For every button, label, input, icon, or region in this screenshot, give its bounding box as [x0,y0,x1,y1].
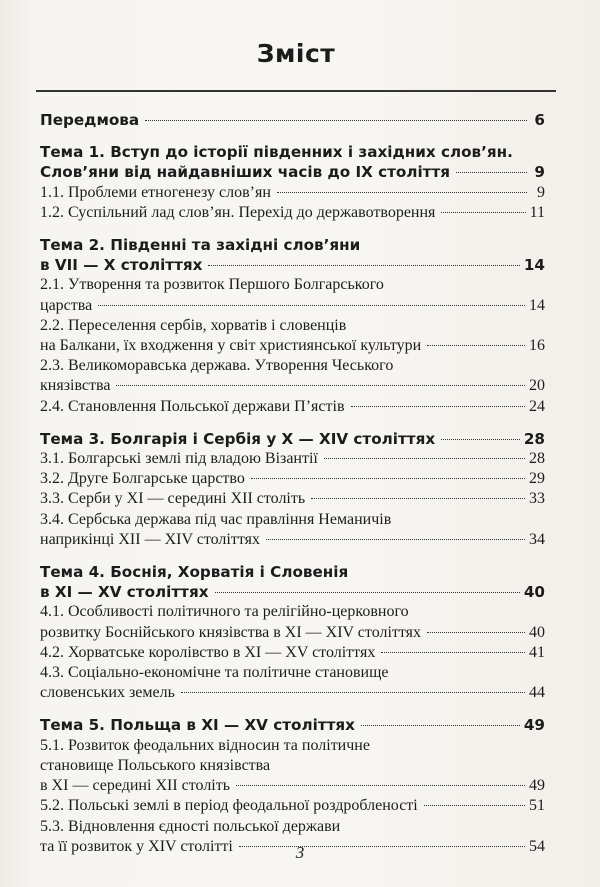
toc-entry-preface [40,110,545,130]
toc-page-number: 14 [529,296,545,314]
dot-leader [424,805,525,806]
toc-item: 2.4. Становлення Польської держави П’ястів 24 [40,397,545,417]
topic-title-last-line: Слов’яни від найдавніших часів до IX століття 9 [40,163,545,182]
topic-title-last-line: в XI — XV століттях 40 [40,583,545,602]
topic-title-last-line: Тема 3. Болгарія і Сербія у X — XIV століттях 28 [40,429,545,448]
topic-title-last-line: в VII — X століттях 14 [40,256,545,275]
toc-page-number: 9 [537,183,545,201]
title-divider [36,90,556,92]
dot-leader [145,120,527,121]
toc-item: в XI — середині XII століть 49 [40,776,545,796]
toc-item: 5.2. Польські землі в період феодальної роздробленості 51 [40,796,545,816]
toc-item: на Балкани, їх входження у світ християнської культури 16 [40,336,545,356]
topic-title-line: Тема 2. Південні та західні слов’яни [40,236,361,255]
toc-page-number: 51 [529,797,545,815]
toc-topic-2 [40,235,545,417]
toc-item: 3.1. Болгарські землі під владою Візантії 28 [40,449,545,469]
dot-leader [351,406,525,407]
toc-item: 3.2. Друге Болгарське царство 29 [40,469,545,489]
toc-page-number: 28 [529,450,545,468]
toc-page-number: 49 [523,716,545,735]
toc-page-number: 6 [534,111,545,129]
dot-leader [251,478,525,479]
toc-item-line: 3.4. Сербська держава під час правління Неманичів [40,510,392,528]
toc-item-line: 5.1. Розвиток феодальних відносин та політичне [40,736,370,754]
toc-page-number: 34 [529,530,545,548]
toc-item-line: 2.3. Великоморавська держава. Утворення Чеського [40,357,394,375]
toc-page-number: 40 [529,623,545,641]
toc-item-line: 2.1. Утворення та розвиток Першого Болгарського [40,276,384,294]
dot-leader [427,632,525,633]
toc-item: 1.2. Суспільний лад слов’ян. Перехід до державотворення 11 [40,203,545,223]
toc-item-line: 5.3. Відновлення єдності польської держави [40,817,341,835]
toc-item: 4.2. Хорватське королівство в XI — XV століттях 41 [40,643,545,663]
toc-item-line: 4.1. Особливості політичного та релігійно-церковного [40,603,409,621]
toc-item: словенських земель 44 [40,683,545,703]
topic-title-line: Тема 1. Вступ до історії південних і західних слов’ян. [40,143,513,162]
toc-topic-5 [40,715,545,856]
toc-item: наприкінці XII — XIV століттях 34 [40,530,545,550]
toc-item: князівства 20 [40,376,545,396]
toc-item: розвитку Боснійського князівства в XI — XIV століттях 40 [40,623,545,643]
dot-leader [361,725,520,726]
dot-leader [311,498,525,499]
dot-leader [116,385,525,386]
dot-leader [208,265,519,266]
toc-page-number: 9 [534,163,545,182]
toc-page-number: 16 [529,337,545,355]
table-of-contents [40,110,545,857]
dot-leader [98,305,525,306]
toc-page-number: 49 [529,777,545,795]
toc-page-number: 29 [529,470,545,488]
page-number: 3 [295,843,305,862]
topic-title-line: Тема 4. Боснія, Хорватія і Словенія [40,563,349,582]
dot-leader [381,652,525,653]
toc-item-line: 4.3. Соціально-економічне та політичне становище [40,664,389,682]
toc-page-number: 41 [529,643,545,661]
dot-leader [441,439,520,440]
topic-title-last-line: Тема 5. Польща в XI — XV століттях 49 [40,716,545,735]
toc-page-number: 44 [529,684,545,702]
toc-item-line: становище Польського князівства [40,756,271,774]
toc-page-number: 11 [529,203,545,221]
dot-leader [324,458,525,459]
toc-entry-text: Передмова [40,111,140,129]
toc-topic-4 [40,562,545,703]
toc-page-number: 20 [529,377,545,395]
toc-page-number: 14 [523,256,545,275]
dot-leader [277,192,527,193]
dot-leader [236,785,525,786]
toc-page-number: 40 [523,583,545,602]
page-header [36,34,556,74]
toc-page-number: 54 [529,837,545,855]
toc-page-number: 28 [523,429,545,448]
toc-item-line: 2.2. Переселення сербів, хорватів і словенців [40,316,347,334]
toc-topic-3 [40,429,545,550]
toc-item: та її розвиток у XIV столітті 54 [40,837,545,857]
dot-leader [456,172,527,173]
dot-leader [181,692,525,693]
toc-item: 1.1. Проблеми етногенезу слов’ян 9 [40,183,545,203]
toc-page-number: 33 [529,490,545,508]
dot-leader [266,539,525,540]
dot-leader [215,592,520,593]
dot-leader [427,345,525,346]
dot-leader [441,212,525,213]
page-title: Зміст [256,39,336,68]
toc-page-number: 24 [529,397,545,415]
toc-item: царства 14 [40,296,545,316]
toc-item: 3.3. Серби у XI — середині XII століть 33 [40,489,545,509]
toc-topic-1 [40,142,545,223]
